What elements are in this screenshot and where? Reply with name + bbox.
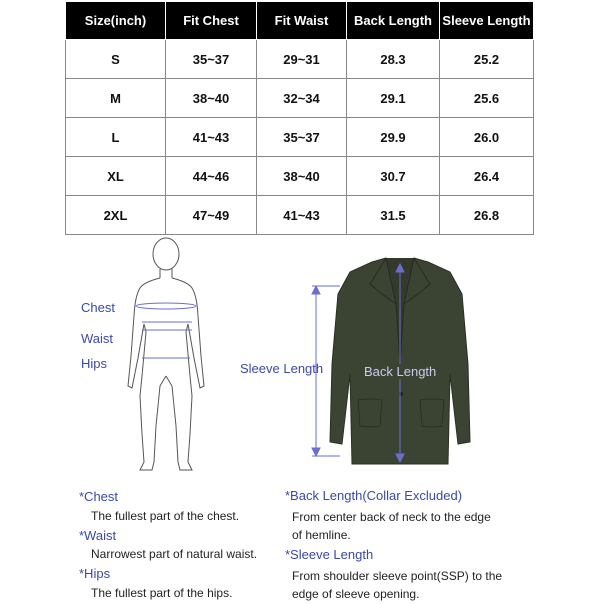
cell-waist: 32~34: [257, 79, 347, 118]
cell-chest: 38~40: [166, 79, 257, 118]
cell-back: 31.5: [347, 196, 440, 235]
table-row: [66, 40, 534, 79]
body-chest-label: Chest: [81, 300, 115, 315]
header-back-length: Back Length: [347, 2, 440, 40]
jacket-back-label: Back Length: [364, 364, 437, 379]
cell-back: 30.7: [347, 157, 440, 196]
cell-sleeve: 26.8: [440, 196, 534, 235]
table-row: [66, 118, 534, 157]
note-hips-title: *Hips: [79, 566, 111, 581]
size-chart-table: [65, 1, 534, 235]
note-back-title: *Back Length(Collar Excluded): [285, 488, 463, 503]
cell-chest: 41~43: [166, 118, 257, 157]
header-sleeve-length: Sleeve Length: [440, 2, 534, 40]
cell-waist: 29~31: [257, 40, 347, 79]
header-size: Size(inch): [66, 2, 166, 40]
cell-size: XL: [66, 157, 166, 196]
cell-size: S: [66, 40, 166, 79]
table-row: [66, 157, 534, 196]
cell-back: 29.9: [347, 118, 440, 157]
note-sleeve-title: *Sleeve Length: [285, 547, 374, 562]
note-back-text-1: From center back of neck to the edge: [292, 510, 491, 524]
cell-chest: 35~37: [166, 40, 257, 79]
cell-waist: 38~40: [257, 157, 347, 196]
cell-sleeve: 25.6: [440, 79, 534, 118]
cell-sleeve: 26.4: [440, 157, 534, 196]
cell-sleeve: 26.0: [440, 118, 534, 157]
human-silhouette-icon: [120, 236, 230, 476]
cell-size: M: [66, 79, 166, 118]
note-sleeve-text-1: From shoulder sleeve point(SSP) to the: [292, 569, 503, 583]
cell-waist: 41~43: [257, 196, 347, 235]
jacket-sleeve-label: Sleeve Length: [240, 361, 324, 376]
header-fit-waist: Fit Waist: [257, 2, 347, 40]
cell-chest: 47~49: [166, 196, 257, 235]
note-waist-text: Narrowest part of natural waist.: [91, 547, 258, 561]
note-back-text-2: of hemline.: [292, 528, 351, 542]
cell-sleeve: 25.2: [440, 40, 534, 79]
cell-waist: 35~37: [257, 118, 347, 157]
cell-size: 2XL: [66, 196, 166, 235]
cell-chest: 44~46: [166, 157, 257, 196]
jacket-figure: [300, 254, 500, 476]
header-fit-chest: Fit Chest: [166, 2, 257, 40]
note-hips-text: The fullest part of the hips.: [91, 586, 233, 600]
body-hips-label: Hips: [81, 356, 108, 371]
cell-back: 29.1: [347, 79, 440, 118]
note-chest-text: The fullest part of the chest.: [91, 509, 240, 523]
note-waist-title: *Waist: [79, 528, 117, 543]
note-sleeve-text-2: edge of sleeve opening.: [292, 587, 420, 601]
table-row: [66, 79, 534, 118]
note-chest-title: *Chest: [79, 489, 119, 504]
cell-size: L: [66, 118, 166, 157]
table-row: [66, 196, 534, 235]
body-outline-figure: [120, 236, 230, 476]
table-header-row: [66, 2, 534, 40]
body-waist-label: Waist: [81, 331, 114, 346]
cell-back: 28.3: [347, 40, 440, 79]
